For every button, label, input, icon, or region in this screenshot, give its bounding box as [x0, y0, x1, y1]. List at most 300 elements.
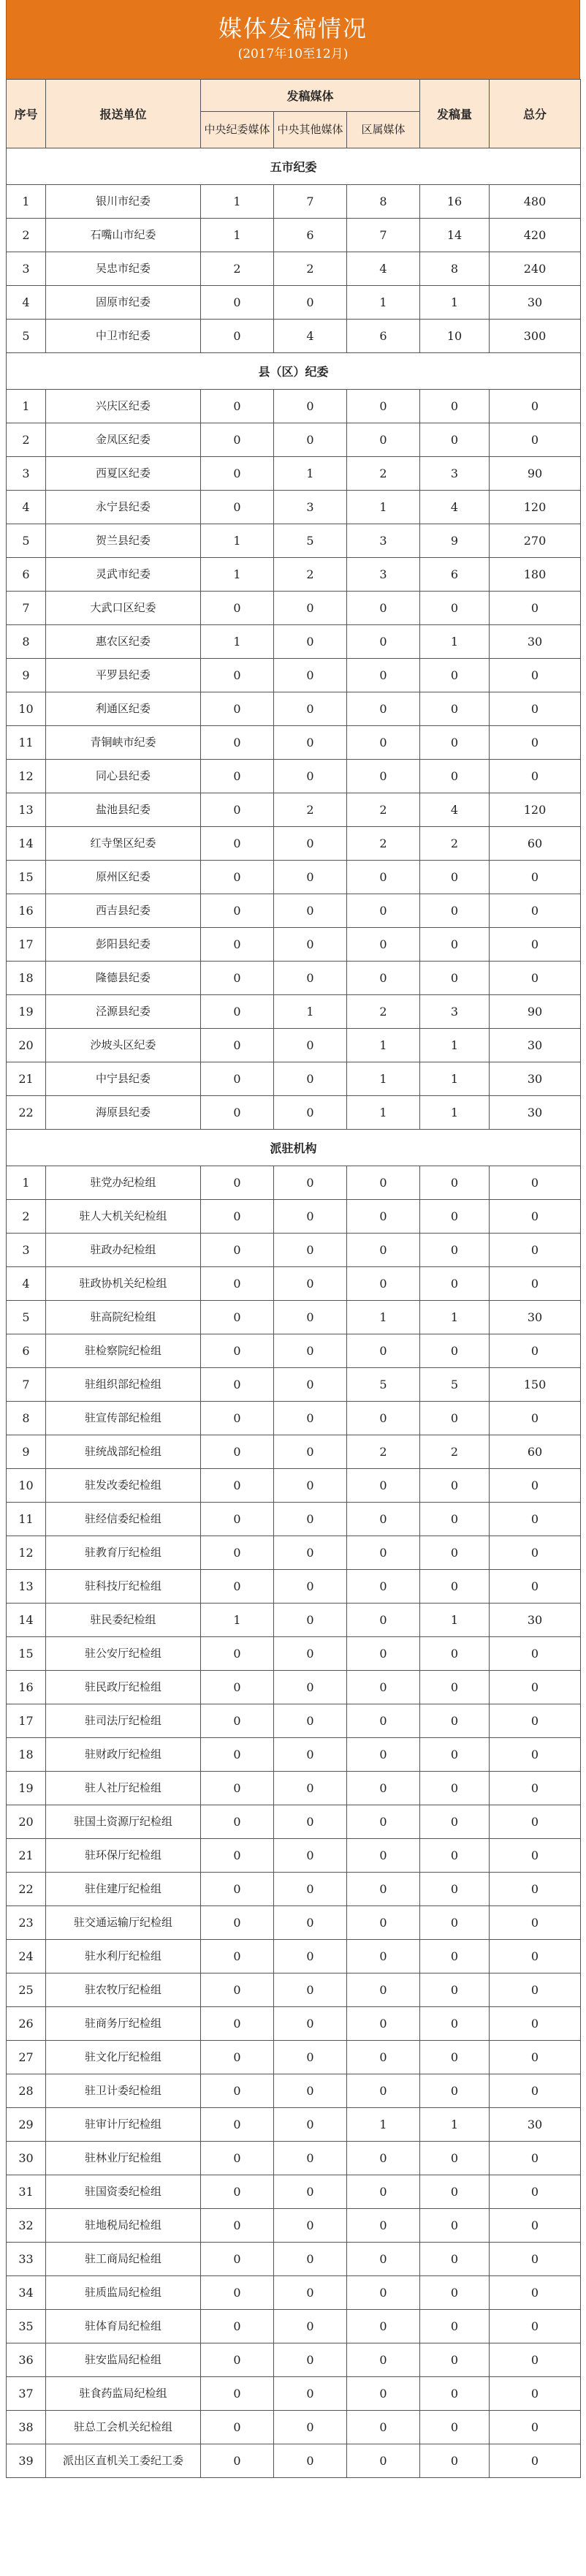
table-row — [7, 793, 581, 827]
cell-central-other: 0 — [274, 1873, 347, 1906]
table-row — [7, 1772, 581, 1805]
cell-central-other: 3 — [274, 491, 347, 524]
cell-no: 8 — [7, 1402, 46, 1435]
cell-score: 0 — [490, 1234, 581, 1267]
cell-count: 0 — [420, 1704, 490, 1738]
cell-central-other: 0 — [274, 2108, 347, 2142]
cell-score: 30 — [490, 286, 581, 320]
cell-district: 0 — [347, 1503, 420, 1536]
table-row — [7, 2074, 581, 2108]
cell-unit: 中卫市纪委 — [46, 320, 201, 353]
cell-central-other: 0 — [274, 625, 347, 659]
table-row — [7, 995, 581, 1029]
table-row — [7, 1334, 581, 1368]
cell-count: 0 — [420, 423, 490, 457]
cell-unit: 驻人大机关纪检组 — [46, 1200, 201, 1234]
cell-central: 0 — [201, 1096, 274, 1130]
cell-count: 0 — [420, 1738, 490, 1772]
cell-count: 0 — [420, 1873, 490, 1906]
cell-count: 1 — [420, 2108, 490, 2142]
cell-score: 0 — [490, 1637, 581, 1671]
table-row — [7, 219, 581, 252]
cell-central: 0 — [201, 1402, 274, 1435]
cell-central: 0 — [201, 1973, 274, 2007]
cell-unit: 驻文化厅纪检组 — [46, 2041, 201, 2074]
cell-central: 0 — [201, 894, 274, 928]
cell-unit: 彭阳县纪委 — [46, 928, 201, 962]
header-central: 中央纪委媒体 — [201, 112, 274, 148]
cell-score: 0 — [490, 726, 581, 760]
cell-district: 0 — [347, 726, 420, 760]
cell-count: 0 — [420, 760, 490, 793]
cell-score: 0 — [490, 1772, 581, 1805]
cell-count: 0 — [420, 1402, 490, 1435]
cell-no: 4 — [7, 491, 46, 524]
cell-no: 9 — [7, 1435, 46, 1469]
cell-district: 0 — [347, 1873, 420, 1906]
cell-central-other: 0 — [274, 390, 347, 423]
cell-no: 19 — [7, 995, 46, 1029]
cell-no: 22 — [7, 1096, 46, 1130]
cell-count: 4 — [420, 793, 490, 827]
cell-central: 2 — [201, 252, 274, 286]
table-row — [7, 1267, 581, 1301]
cell-no: 6 — [7, 1334, 46, 1368]
cell-central-other: 0 — [274, 2074, 347, 2108]
cell-score: 30 — [490, 1029, 581, 1062]
cell-score: 0 — [490, 1704, 581, 1738]
table-row — [7, 2343, 581, 2377]
cell-central-other: 0 — [274, 726, 347, 760]
cell-central: 0 — [201, 390, 274, 423]
cell-score: 0 — [490, 928, 581, 962]
cell-unit: 沙坡头区纪委 — [46, 1029, 201, 1062]
cell-central-other: 0 — [274, 2175, 347, 2209]
cell-unit: 驻民委纪检组 — [46, 1604, 201, 1637]
cell-central: 0 — [201, 760, 274, 793]
cell-score: 420 — [490, 219, 581, 252]
cell-unit: 吴忠市纪委 — [46, 252, 201, 286]
cell-central: 0 — [201, 1805, 274, 1839]
table-row — [7, 457, 581, 491]
cell-count: 0 — [420, 592, 490, 625]
cell-score: 0 — [490, 2444, 581, 2478]
cell-count: 0 — [420, 1805, 490, 1839]
cell-central-other: 0 — [274, 2444, 347, 2478]
cell-district: 0 — [347, 625, 420, 659]
cell-score: 120 — [490, 491, 581, 524]
cell-no: 3 — [7, 1234, 46, 1267]
cell-unit: 驻民政厅纪检组 — [46, 1671, 201, 1704]
cell-unit: 红寺堡区纪委 — [46, 827, 201, 861]
cell-no: 12 — [7, 1536, 46, 1570]
table-row — [7, 1671, 581, 1704]
cell-central: 0 — [201, 1301, 274, 1334]
cell-no: 13 — [7, 793, 46, 827]
cell-no: 10 — [7, 1469, 46, 1503]
cell-count: 0 — [420, 2175, 490, 2209]
cell-score: 0 — [490, 2209, 581, 2243]
cell-central-other: 0 — [274, 2142, 347, 2175]
cell-unit: 银川市纪委 — [46, 185, 201, 219]
cell-central: 0 — [201, 2310, 274, 2343]
cell-district: 2 — [347, 1435, 420, 1469]
table-row — [7, 659, 581, 692]
cell-unit: 驻公安厅纪检组 — [46, 1637, 201, 1671]
table-row — [7, 2209, 581, 2243]
header-district: 区属媒体 — [347, 112, 420, 148]
cell-district: 0 — [347, 2007, 420, 2041]
cell-central-other: 0 — [274, 1301, 347, 1334]
cell-no: 7 — [7, 592, 46, 625]
cell-no: 2 — [7, 423, 46, 457]
cell-score: 0 — [490, 1334, 581, 1368]
cell-count: 0 — [420, 1772, 490, 1805]
cell-no: 4 — [7, 286, 46, 320]
cell-no: 38 — [7, 2411, 46, 2444]
cell-district: 0 — [347, 1738, 420, 1772]
cell-score: 30 — [490, 1604, 581, 1637]
cell-central-other: 0 — [274, 692, 347, 726]
cell-central: 0 — [201, 1435, 274, 1469]
cell-no: 32 — [7, 2209, 46, 2243]
cell-central-other: 0 — [274, 1200, 347, 1234]
cell-count: 8 — [420, 252, 490, 286]
cell-score: 0 — [490, 1906, 581, 1940]
cell-central-other: 0 — [274, 1570, 347, 1604]
table-row — [7, 592, 581, 625]
cell-unit: 驻住建厅纪检组 — [46, 1873, 201, 1906]
cell-no: 19 — [7, 1772, 46, 1805]
cell-unit: 驻经信委纪检组 — [46, 1503, 201, 1536]
table-row — [7, 1368, 581, 1402]
cell-district: 0 — [347, 2142, 420, 2175]
cell-unit: 驻国土资源厅纪检组 — [46, 1805, 201, 1839]
cell-district: 1 — [347, 286, 420, 320]
cell-central-other: 0 — [274, 1062, 347, 1096]
cell-district: 0 — [347, 2175, 420, 2209]
cell-district: 1 — [347, 1029, 420, 1062]
cell-no: 15 — [7, 861, 46, 894]
cell-count: 0 — [420, 726, 490, 760]
cell-central: 0 — [201, 2444, 274, 2478]
cell-no: 18 — [7, 1738, 46, 1772]
cell-no: 29 — [7, 2108, 46, 2142]
cell-count: 3 — [420, 457, 490, 491]
cell-central: 1 — [201, 1604, 274, 1637]
cell-unit: 同心县纪委 — [46, 760, 201, 793]
cell-unit: 驻工商局纪检组 — [46, 2243, 201, 2276]
cell-no: 13 — [7, 1570, 46, 1604]
cell-score: 0 — [490, 2411, 581, 2444]
cell-score: 30 — [490, 2108, 581, 2142]
table-row — [7, 2142, 581, 2175]
cell-count: 0 — [420, 928, 490, 962]
cell-no: 11 — [7, 726, 46, 760]
cell-unit: 驻水利厅纪检组 — [46, 1940, 201, 1973]
cell-no: 16 — [7, 894, 46, 928]
cell-count: 3 — [420, 995, 490, 1029]
table-row — [7, 1906, 581, 1940]
cell-district: 0 — [347, 1334, 420, 1368]
cell-no: 2 — [7, 1200, 46, 1234]
table-row — [7, 1062, 581, 1096]
cell-central: 0 — [201, 320, 274, 353]
cell-no: 14 — [7, 1604, 46, 1637]
cell-count: 1 — [420, 625, 490, 659]
cell-score: 270 — [490, 524, 581, 558]
cell-district: 0 — [347, 2310, 420, 2343]
section-header-row — [7, 148, 581, 185]
cell-district: 0 — [347, 423, 420, 457]
cell-count: 1 — [420, 1029, 490, 1062]
cell-count: 0 — [420, 692, 490, 726]
cell-district: 0 — [347, 1200, 420, 1234]
cell-central: 0 — [201, 1671, 274, 1704]
cell-unit: 驻政协机关纪检组 — [46, 1267, 201, 1301]
cell-central: 0 — [201, 1772, 274, 1805]
title-banner — [6, 0, 580, 79]
table-row — [7, 390, 581, 423]
table-row — [7, 1704, 581, 1738]
cell-unit: 驻商务厅纪检组 — [46, 2007, 201, 2041]
cell-unit: 驻卫计委纪检组 — [46, 2074, 201, 2108]
cell-count: 6 — [420, 558, 490, 592]
table-row — [7, 625, 581, 659]
cell-central: 0 — [201, 1062, 274, 1096]
cell-central: 0 — [201, 995, 274, 1029]
media-report-table — [6, 79, 581, 2478]
cell-central: 0 — [201, 1704, 274, 1738]
cell-score: 60 — [490, 827, 581, 861]
cell-central-other: 0 — [274, 1839, 347, 1873]
cell-unit: 驻政办纪检组 — [46, 1234, 201, 1267]
cell-count: 1 — [420, 1604, 490, 1637]
cell-score: 240 — [490, 252, 581, 286]
cell-score: 30 — [490, 625, 581, 659]
table-row — [7, 928, 581, 962]
cell-central: 0 — [201, 928, 274, 962]
cell-district: 0 — [347, 659, 420, 692]
cell-central-other: 2 — [274, 793, 347, 827]
cell-unit: 驻组织部纪检组 — [46, 1368, 201, 1402]
cell-district: 0 — [347, 2209, 420, 2243]
cell-central: 0 — [201, 1536, 274, 1570]
cell-unit: 灵武市纪委 — [46, 558, 201, 592]
cell-no: 1 — [7, 1166, 46, 1200]
cell-central-other: 0 — [274, 2276, 347, 2310]
cell-score: 30 — [490, 1301, 581, 1334]
table-row — [7, 2310, 581, 2343]
cell-no: 9 — [7, 659, 46, 692]
report-page — [6, 0, 580, 2478]
cell-unit: 泾源县纪委 — [46, 995, 201, 1029]
cell-no: 5 — [7, 320, 46, 353]
cell-unit: 贺兰县纪委 — [46, 524, 201, 558]
table-row — [7, 2411, 581, 2444]
table-row — [7, 1637, 581, 1671]
cell-central: 0 — [201, 1029, 274, 1062]
cell-count: 0 — [420, 1334, 490, 1368]
cell-central: 0 — [201, 2142, 274, 2175]
table-row — [7, 1805, 581, 1839]
table-row — [7, 726, 581, 760]
cell-no: 5 — [7, 524, 46, 558]
table-row — [7, 2041, 581, 2074]
cell-unit: 大武口区纪委 — [46, 592, 201, 625]
cell-central-other: 2 — [274, 558, 347, 592]
cell-score: 0 — [490, 1402, 581, 1435]
cell-central-other: 2 — [274, 252, 347, 286]
table-row — [7, 2377, 581, 2411]
cell-district: 0 — [347, 1267, 420, 1301]
cell-unit: 驻国资委纪检组 — [46, 2175, 201, 2209]
cell-count: 0 — [420, 1906, 490, 1940]
cell-central-other: 0 — [274, 1435, 347, 1469]
cell-count: 0 — [420, 2343, 490, 2377]
cell-no: 1 — [7, 185, 46, 219]
cell-central: 0 — [201, 1940, 274, 1973]
cell-central: 0 — [201, 1334, 274, 1368]
header-no: 序号 — [7, 80, 46, 148]
cell-score: 0 — [490, 760, 581, 793]
cell-central: 0 — [201, 2007, 274, 2041]
cell-unit: 西夏区纪委 — [46, 457, 201, 491]
table-row — [7, 1435, 581, 1469]
cell-central: 0 — [201, 2343, 274, 2377]
cell-score: 0 — [490, 2243, 581, 2276]
cell-central: 0 — [201, 1166, 274, 1200]
cell-district: 0 — [347, 928, 420, 962]
table-row — [7, 894, 581, 928]
cell-central-other: 0 — [274, 1704, 347, 1738]
table-row — [7, 320, 581, 353]
cell-score: 0 — [490, 2041, 581, 2074]
cell-no: 22 — [7, 1873, 46, 1906]
cell-district: 0 — [347, 2074, 420, 2108]
table-row — [7, 2444, 581, 2478]
cell-central-other: 0 — [274, 1402, 347, 1435]
cell-district: 1 — [347, 491, 420, 524]
cell-score: 0 — [490, 1973, 581, 2007]
cell-count: 0 — [420, 1839, 490, 1873]
cell-no: 27 — [7, 2041, 46, 2074]
cell-count: 0 — [420, 1234, 490, 1267]
cell-central: 0 — [201, 1503, 274, 1536]
cell-count: 0 — [420, 2041, 490, 2074]
cell-central-other: 0 — [274, 962, 347, 995]
cell-score: 480 — [490, 185, 581, 219]
cell-central: 0 — [201, 1839, 274, 1873]
cell-score: 120 — [490, 793, 581, 827]
cell-central-other: 0 — [274, 1267, 347, 1301]
cell-central-other: 4 — [274, 320, 347, 353]
cell-no: 30 — [7, 2142, 46, 2175]
cell-score: 90 — [490, 995, 581, 1029]
cell-no: 2 — [7, 219, 46, 252]
cell-unit: 驻人社厅纪检组 — [46, 1772, 201, 1805]
cell-central-other: 0 — [274, 2310, 347, 2343]
table-row — [7, 2007, 581, 2041]
section-header-row — [7, 1130, 581, 1166]
cell-no: 7 — [7, 1368, 46, 1402]
cell-district: 0 — [347, 1604, 420, 1637]
cell-district: 0 — [347, 1671, 420, 1704]
table-row — [7, 185, 581, 219]
cell-central-other: 0 — [274, 1536, 347, 1570]
cell-district: 0 — [347, 1402, 420, 1435]
cell-central-other: 0 — [274, 1973, 347, 2007]
table-row — [7, 1973, 581, 2007]
cell-score: 0 — [490, 659, 581, 692]
cell-district: 4 — [347, 252, 420, 286]
table-row — [7, 1503, 581, 1536]
cell-central-other: 0 — [274, 286, 347, 320]
table-row — [7, 692, 581, 726]
cell-central-other: 0 — [274, 1096, 347, 1130]
cell-count: 1 — [420, 1062, 490, 1096]
cell-central-other: 0 — [274, 861, 347, 894]
cell-score: 0 — [490, 1873, 581, 1906]
cell-unit: 驻宣传部纪检组 — [46, 1402, 201, 1435]
cell-count: 0 — [420, 2377, 490, 2411]
cell-unit: 西吉县纪委 — [46, 894, 201, 928]
table-row — [7, 2175, 581, 2209]
cell-district: 6 — [347, 320, 420, 353]
cell-count: 0 — [420, 1570, 490, 1604]
table-row — [7, 1469, 581, 1503]
cell-central-other: 0 — [274, 1772, 347, 1805]
cell-central: 0 — [201, 1368, 274, 1402]
table-row — [7, 760, 581, 793]
cell-central: 0 — [201, 962, 274, 995]
cell-central: 0 — [201, 2276, 274, 2310]
table-row — [7, 1200, 581, 1234]
cell-central: 0 — [201, 1873, 274, 1906]
table-row — [7, 1301, 581, 1334]
cell-unit: 隆德县纪委 — [46, 962, 201, 995]
cell-central-other: 0 — [274, 1166, 347, 1200]
cell-district: 5 — [347, 1368, 420, 1402]
table-row — [7, 1166, 581, 1200]
cell-unit: 原州区纪委 — [46, 861, 201, 894]
cell-count: 0 — [420, 861, 490, 894]
table-row — [7, 286, 581, 320]
cell-count: 0 — [420, 1166, 490, 1200]
cell-central-other: 0 — [274, 1029, 347, 1062]
cell-central: 0 — [201, 1234, 274, 1267]
table-row — [7, 491, 581, 524]
cell-no: 37 — [7, 2377, 46, 2411]
cell-no: 39 — [7, 2444, 46, 2478]
cell-central: 0 — [201, 2175, 274, 2209]
table-row — [7, 1402, 581, 1435]
cell-count: 9 — [420, 524, 490, 558]
cell-central-other: 0 — [274, 2411, 347, 2444]
cell-district: 7 — [347, 219, 420, 252]
cell-district: 0 — [347, 2444, 420, 2478]
cell-central-other: 0 — [274, 1234, 347, 1267]
cell-district: 0 — [347, 1973, 420, 2007]
header-central-other: 中央其他媒体 — [274, 112, 347, 148]
cell-central: 0 — [201, 1469, 274, 1503]
cell-district: 0 — [347, 760, 420, 793]
cell-no: 28 — [7, 2074, 46, 2108]
cell-score: 0 — [490, 2343, 581, 2377]
cell-score: 0 — [490, 894, 581, 928]
cell-score: 0 — [490, 390, 581, 423]
table-row — [7, 1570, 581, 1604]
